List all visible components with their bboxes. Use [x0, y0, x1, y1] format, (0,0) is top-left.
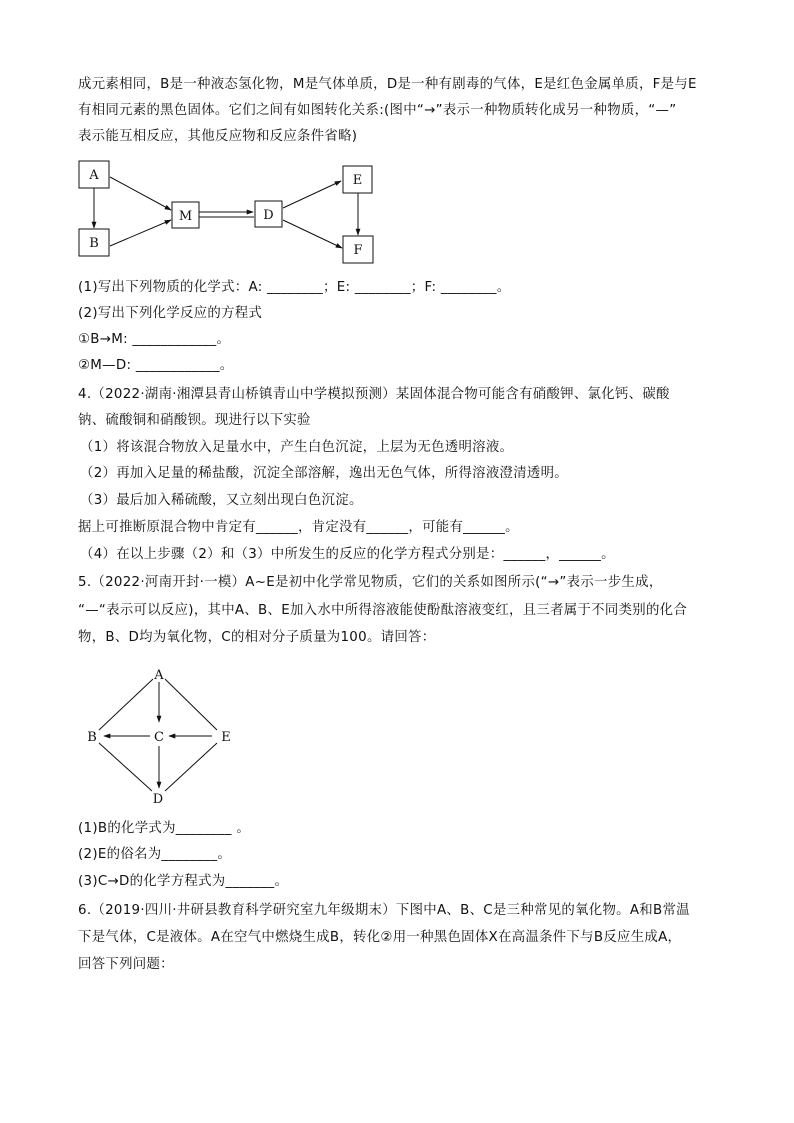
- q4-title-line-2: 钠、硫酸铜和硝酸钡。现进行以下实验: [78, 413, 311, 428]
- node-e: [343, 166, 372, 193]
- q3-intro-line-3: 表示能互相反应，其他反应物和反应条件省略): [78, 129, 358, 144]
- node-b-label: B: [89, 236, 99, 251]
- q4-step-1: （1）将该混合物放入足量水中，产生白色沉淀，上层为无色透明溶液。: [80, 440, 514, 455]
- q5-title-line-2: “—“表示可以反应)，其中A、B、E加入水中所得溶液能使酚酞溶液变红，且三者属于不同类别的化合: [78, 603, 688, 618]
- q4-conclusion: 据上可推断原混合物中肯定有______，肯定没有______，可能有______。: [78, 520, 519, 535]
- q6-title-line-3: 回答下列问题：: [78, 957, 174, 972]
- q6-title-line-1: 6.（2019·四川·井研县教育科学研究室九年级期末）下图中A、B、C是三种常见的氧化物。A和B常温: [78, 903, 690, 918]
- node-f-label: F: [353, 243, 363, 258]
- node-b-label: B: [87, 730, 97, 745]
- node-e-label: E: [221, 730, 231, 745]
- edge-a-e: [165, 679, 217, 730]
- edge-b-d: [99, 743, 152, 791]
- q4-step-4: （4）在以上步骤（2）和（3）中所发生的反应的化学方程式分别是：______，______。: [80, 547, 615, 562]
- q5-question-1: (1)B的化学式为________ 。: [78, 821, 251, 836]
- q4-step-2: （2）再加入足量的稀盐酸，沉淀全部溶解，逸出无色气体，所得溶液澄清透明。: [80, 466, 568, 481]
- node-c-label: C: [154, 730, 164, 745]
- q3-transformation-diagram: [70, 155, 390, 270]
- edge-a-to-m: [110, 177, 171, 210]
- q4-step-3: （3）最后加入稀硫酸，又立刻出现白色沉淀。: [80, 493, 363, 508]
- q3-equation-2: ②M—D: ____________。: [78, 358, 234, 373]
- node-e-label: E: [352, 173, 363, 188]
- q5-relationship-diagram: [80, 660, 250, 810]
- edge-d-to-f: [283, 220, 342, 248]
- q4-title-line-1: 4.（2022·湖南·湘潭县青山桥镇青山中学模拟预测）某固体混合物可能含有硝酸钾、氯化钙、碳酸: [78, 387, 670, 402]
- q3-question-2: (2)写出下列化学反应的方程式: [78, 306, 263, 321]
- node-d-label: D: [152, 792, 164, 807]
- node-a: [79, 161, 109, 188]
- q3-equation-1: ①B→M: ____________。: [78, 332, 231, 347]
- q3-intro-line-1: 成元素相同，B是一种液态氢化物，M是气体单质，D是一种有剧毒的气体，E是红色金属单质，F是与E: [78, 77, 697, 92]
- node-a-label: A: [154, 668, 164, 683]
- node-m-label: M: [178, 209, 193, 224]
- edge-e-d: [165, 743, 217, 791]
- q5-question-3: (3)C→D的化学方程式为_______。: [78, 874, 289, 889]
- node-m: [172, 202, 199, 228]
- q5-question-2: (2)E的俗名为________。: [78, 847, 232, 862]
- edge-d-to-e: [283, 181, 341, 208]
- edge-b-to-m: [110, 220, 171, 246]
- node-a-label: A: [89, 168, 99, 183]
- q3-intro-line-2: 有相同元素的黑色固体。它们之间有如图转化关系:(图中“→”表示一种物质转化成另一种物质，“—”: [78, 103, 677, 118]
- node-d: [255, 201, 282, 227]
- q6-title-line-2: 下是气体，C是液体。A在空气中燃烧生成B，转化②用一种黑色固体X在高温条件下与B反应生成A，: [78, 930, 682, 945]
- q5-title-line-1: 5.（2022·河南开封·一模）A~E是初中化学常见物质，它们的关系如图所示(“→”表示一步生成，: [78, 575, 663, 590]
- node-b: [79, 229, 109, 256]
- q3-question-1: (1)写出下列物质的化学式：A: ________；E: ________；F: ________。: [78, 280, 511, 295]
- q5-title-line-3: 物，B、D均为氧化物，C的相对分子质量为100。请回答：: [78, 630, 436, 645]
- node-f: [343, 236, 373, 263]
- node-d-label: D: [263, 208, 274, 223]
- edge-a-b: [99, 679, 153, 730]
